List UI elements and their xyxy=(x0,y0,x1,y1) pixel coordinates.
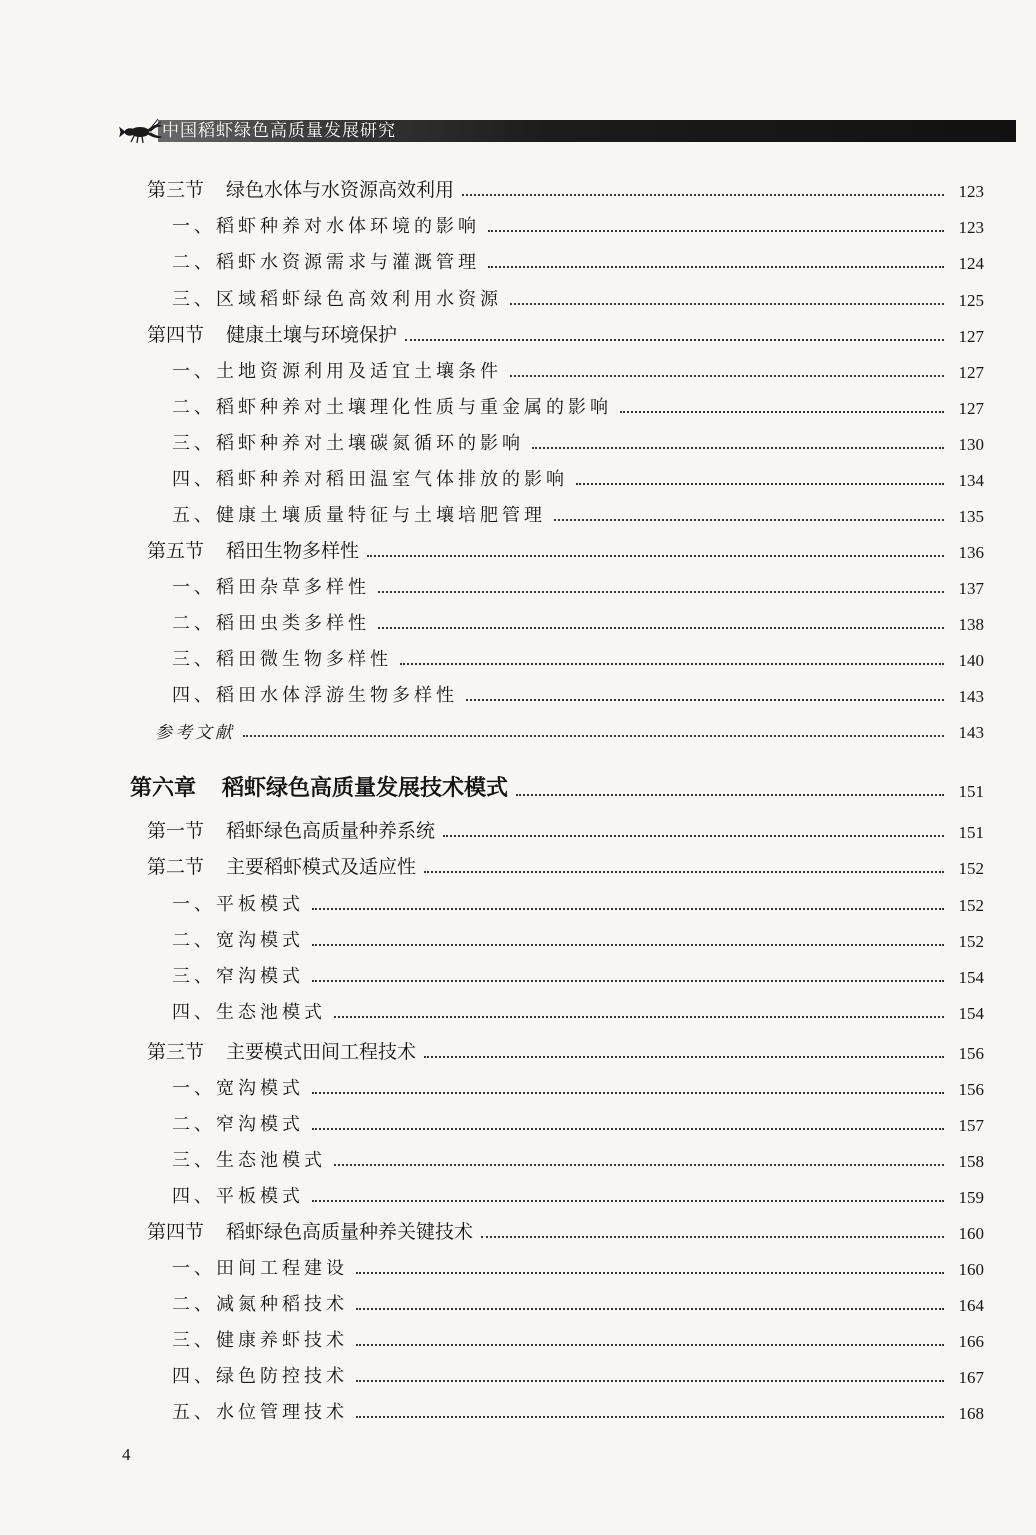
toc-entry-number: 第四节 xyxy=(147,324,205,346)
toc-entry-label: 三、生态池模式 xyxy=(172,1150,326,1171)
toc-entry-label xyxy=(147,1037,416,1064)
toc-entry-label: 四、稻虾种养对稻田温室气体排放的影响 xyxy=(172,469,568,490)
toc-entry-label: 一、稻虾种养对水体环境的影响 xyxy=(172,216,480,237)
toc-entry-number: 第六章 xyxy=(130,776,197,801)
toc-page-number: 123 xyxy=(958,218,984,237)
toc-entry-label: 五、水位管理技术 xyxy=(172,1402,348,1423)
toc-page-number: 159 xyxy=(958,1188,984,1207)
toc-entry-label: 二、宽沟模式 xyxy=(172,930,304,951)
toc-entry-label xyxy=(147,175,454,202)
dot-leader xyxy=(378,591,944,593)
toc-page-number: 143 xyxy=(958,723,984,742)
toc-entry-number: 第一节 xyxy=(147,820,205,842)
toc-section xyxy=(147,815,984,843)
dot-leader xyxy=(510,375,944,377)
toc-entry-label: 二、稻虾种养对土壤理化性质与重金属的影响 xyxy=(172,397,612,418)
toc-item xyxy=(172,1144,984,1172)
toc-item xyxy=(172,643,984,671)
toc-entry-label: 一、宽沟模式 xyxy=(172,1078,304,1099)
toc-entry-title: 主要模式田间工程技术 xyxy=(226,1041,417,1063)
dot-leader xyxy=(488,266,944,268)
toc-page-number: 151 xyxy=(958,782,984,801)
dot-leader xyxy=(462,194,944,196)
toc-item xyxy=(172,607,984,635)
toc-entry-label: 二、稻田虫类多样性 xyxy=(172,613,370,634)
toc-item xyxy=(172,1396,984,1424)
toc-section xyxy=(147,174,984,202)
dot-leader xyxy=(356,1272,944,1274)
toc-page-number: 164 xyxy=(958,1296,984,1315)
toc-entry-title: 健康土壤与环境保护 xyxy=(226,324,398,346)
toc-section xyxy=(147,535,984,563)
toc-entry-label: 一、稻田杂草多样性 xyxy=(172,577,370,598)
dot-leader xyxy=(334,1016,944,1018)
toc-page-number: 156 xyxy=(958,1044,984,1063)
dot-leader xyxy=(516,794,944,796)
toc-entry-label xyxy=(147,320,397,347)
toc-page-number: 130 xyxy=(958,435,984,454)
toc-section xyxy=(147,1036,984,1064)
toc-entry-number: 第五节 xyxy=(147,540,205,562)
dot-leader xyxy=(312,980,944,982)
toc-page-number: 157 xyxy=(958,1116,984,1135)
toc-entry-label: 三、窄沟模式 xyxy=(172,966,304,987)
toc-entry-label: 三、稻虾种养对土壤碳氮循环的影响 xyxy=(172,433,524,454)
toc-item xyxy=(172,499,984,527)
dot-leader xyxy=(356,1344,944,1346)
toc-item xyxy=(172,1252,984,1280)
dot-leader xyxy=(312,1092,944,1094)
toc-page-number: 152 xyxy=(958,932,984,951)
toc-entry-label xyxy=(147,1217,473,1244)
toc-page-number: 151 xyxy=(958,823,984,842)
toc-page-number: 152 xyxy=(958,896,984,915)
toc-page-number: 167 xyxy=(958,1368,984,1387)
toc-item xyxy=(172,391,984,419)
toc-item xyxy=(172,283,984,311)
toc-entry-number: 第三节 xyxy=(147,179,205,201)
toc-entry-number: 第三节 xyxy=(147,1041,205,1063)
toc-entry-number: 第二节 xyxy=(147,856,205,878)
toc-item xyxy=(172,679,984,707)
toc-item xyxy=(172,924,984,952)
toc-page-number: 123 xyxy=(958,182,984,201)
toc-page-number: 127 xyxy=(958,363,984,382)
toc-entry-label: 参考文献 xyxy=(155,723,235,743)
dot-leader xyxy=(405,339,944,341)
toc-section xyxy=(147,1216,984,1244)
toc-page-number: 154 xyxy=(958,1004,984,1023)
toc-entry-label: 三、健康养虾技术 xyxy=(172,1330,348,1351)
toc-page-number: 160 xyxy=(958,1260,984,1279)
toc-entry-title: 稻虾绿色高质量种养关键技术 xyxy=(226,1221,474,1243)
toc-page-number: 158 xyxy=(958,1152,984,1171)
toc-entry-label xyxy=(147,536,359,563)
toc-item xyxy=(172,996,984,1024)
dot-leader xyxy=(424,871,944,873)
toc-entry-label: 五、健康土壤质量特征与土壤培肥管理 xyxy=(172,505,546,526)
toc-item xyxy=(172,427,984,455)
toc-references xyxy=(155,715,984,743)
toc-chapter xyxy=(130,770,984,802)
toc-entry-label: 三、稻田微生物多样性 xyxy=(172,649,392,670)
toc-entry-label xyxy=(147,852,416,879)
dot-leader xyxy=(554,519,944,521)
dot-leader xyxy=(466,699,944,701)
dot-leader xyxy=(312,944,944,946)
header-title: 中国稻虾绿色高质量发展研究 xyxy=(162,121,396,141)
toc-entry-label: 二、稻虾水资源需求与灌溉管理 xyxy=(172,252,480,273)
toc-entry-label: 一、田间工程建设 xyxy=(172,1258,348,1279)
toc-entry-label: 一、平板模式 xyxy=(172,894,304,915)
toc-entry-label: 四、绿色防控技术 xyxy=(172,1366,348,1387)
toc-item xyxy=(172,210,984,238)
toc-page-number: 154 xyxy=(958,968,984,987)
dot-leader xyxy=(312,1128,944,1130)
dot-leader xyxy=(532,447,944,449)
toc-page-number: 127 xyxy=(958,327,984,346)
dot-leader xyxy=(488,230,944,232)
toc-entry-label: 四、平板模式 xyxy=(172,1186,304,1207)
toc-entry-label: 二、窄沟模式 xyxy=(172,1114,304,1135)
toc-section xyxy=(147,851,984,879)
toc-item xyxy=(172,960,984,988)
page-number: 4 xyxy=(122,1445,131,1464)
toc-page-number: 166 xyxy=(958,1332,984,1351)
toc-entry-label: 四、稻田水体浮游生物多样性 xyxy=(172,685,458,706)
toc-entry-label: 四、生态池模式 xyxy=(172,1002,326,1023)
toc-entry-label: 三、区域稻虾绿色高效利用水资源 xyxy=(172,289,502,310)
toc-entry-title: 稻虾绿色高质量种养系统 xyxy=(226,820,436,842)
toc-entry-label xyxy=(130,771,508,802)
dot-leader xyxy=(400,663,944,665)
dot-leader xyxy=(312,908,944,910)
toc-page-number: 152 xyxy=(958,859,984,878)
toc-entry-label xyxy=(147,816,435,843)
dot-leader xyxy=(443,835,944,837)
dot-leader xyxy=(356,1380,944,1382)
toc-page-number: 137 xyxy=(958,579,984,598)
toc-page-number: 136 xyxy=(958,543,984,562)
toc-item xyxy=(172,571,984,599)
dot-leader xyxy=(576,483,944,485)
toc-page-number: 160 xyxy=(958,1224,984,1243)
dot-leader xyxy=(356,1416,944,1418)
toc-page-number: 168 xyxy=(958,1404,984,1423)
toc-item xyxy=(172,1108,984,1136)
toc-page-number: 135 xyxy=(958,507,984,526)
toc-entry-title: 主要稻虾模式及适应性 xyxy=(226,856,417,878)
toc-page-number: 156 xyxy=(958,1080,984,1099)
toc-entry-title: 稻田生物多样性 xyxy=(226,540,360,562)
toc-item xyxy=(172,1180,984,1208)
toc-page-number: 124 xyxy=(958,254,984,273)
toc-entry-number: 第四节 xyxy=(147,1221,205,1243)
dot-leader xyxy=(367,555,944,557)
toc-entry-label: 一、土地资源利用及适宜土壤条件 xyxy=(172,361,502,382)
dot-leader xyxy=(334,1164,944,1166)
toc-entry-label: 二、减氮种稻技术 xyxy=(172,1294,348,1315)
dot-leader xyxy=(312,1200,944,1202)
toc-section xyxy=(147,319,984,347)
toc-item xyxy=(172,1360,984,1388)
dot-leader xyxy=(378,627,944,629)
toc-page-number: 138 xyxy=(958,615,984,634)
dot-leader xyxy=(620,411,944,413)
dot-leader xyxy=(510,303,944,305)
dot-leader xyxy=(243,735,944,737)
toc-page-number: 140 xyxy=(958,651,984,670)
toc-item xyxy=(172,1324,984,1352)
toc-page-number: 125 xyxy=(958,291,984,310)
toc-item xyxy=(172,888,984,916)
toc-page-number: 127 xyxy=(958,399,984,418)
dot-leader xyxy=(356,1308,944,1310)
toc-item xyxy=(172,463,984,491)
toc-item xyxy=(172,246,984,274)
toc-page-number: 134 xyxy=(958,471,984,490)
toc-item xyxy=(172,1288,984,1316)
toc-entry-title: 绿色水体与水资源高效利用 xyxy=(226,179,455,201)
toc-page-number: 143 xyxy=(958,687,984,706)
dot-leader xyxy=(424,1056,944,1058)
toc-item xyxy=(172,1072,984,1100)
toc-entry-title: 稻虾绿色高质量发展技术模式 xyxy=(222,776,509,801)
dot-leader xyxy=(481,1236,944,1238)
toc-item xyxy=(172,355,984,383)
